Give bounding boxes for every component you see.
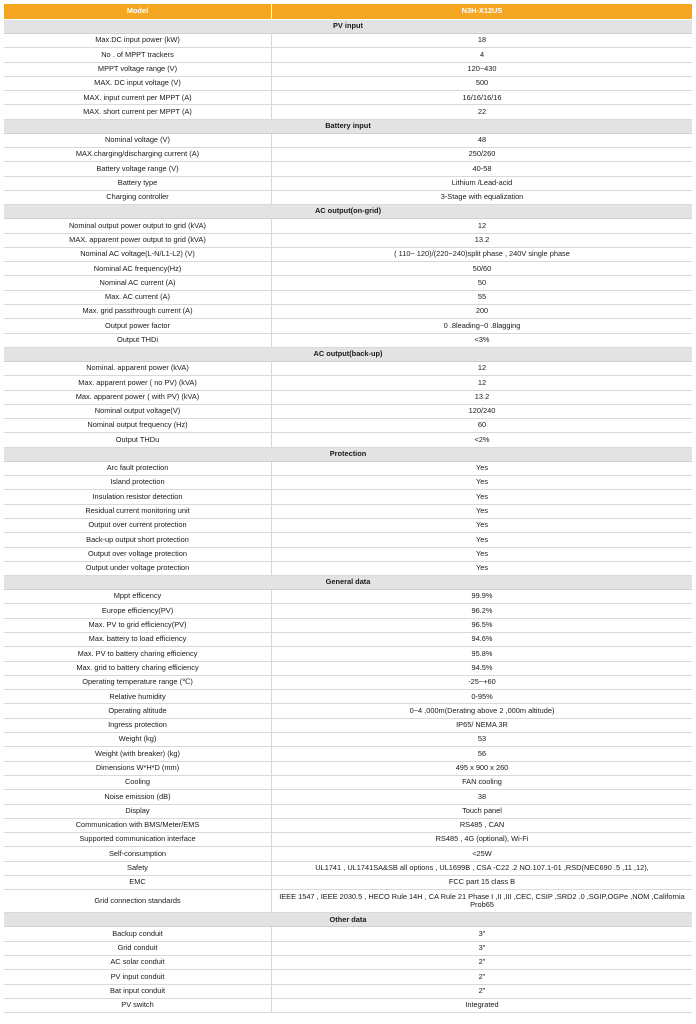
- section-header-row: [4, 20, 692, 34]
- table-row: [4, 847, 692, 861]
- spec-value: Yes: [272, 476, 693, 490]
- spec-label: Noise emission (dB): [4, 790, 272, 804]
- section-title: AC output(on-grid): [4, 205, 692, 219]
- table-row: [4, 476, 692, 490]
- spec-label: Arc fault protection: [4, 461, 272, 475]
- table-row: [4, 618, 692, 632]
- table-row: [4, 490, 692, 504]
- table-row: [4, 262, 692, 276]
- spec-label: MAX. short current per MPPT (A): [4, 105, 272, 119]
- spec-value: RS485 , CAN: [272, 818, 693, 832]
- spec-label: Communication with BMS/Meter/EMS: [4, 818, 272, 832]
- spec-label: Europe efficiency(PV): [4, 604, 272, 618]
- spec-label: Cooling: [4, 775, 272, 789]
- spec-label: Nominal voltage (V): [4, 133, 272, 147]
- spec-label: PV switch: [4, 998, 272, 1012]
- table-row: [4, 675, 692, 689]
- spec-value: ( 110~ 120)/(220~240)split phase , 240V single phase: [272, 247, 693, 261]
- spec-value: 16/16/16/16: [272, 91, 693, 105]
- spec-value: 500: [272, 76, 693, 90]
- spec-value: 13.2: [272, 233, 693, 247]
- spec-value: 99.9%: [272, 590, 693, 604]
- table-row: [4, 955, 692, 969]
- table-row: [4, 533, 692, 547]
- spec-label: Backup conduit: [4, 927, 272, 941]
- spec-value: Touch panel: [272, 804, 693, 818]
- section-title: AC output(back-up): [4, 347, 692, 361]
- spec-label: Nominal output power output to grid (kVA): [4, 219, 272, 233]
- spec-value: Integrated: [272, 998, 693, 1012]
- table-row: [4, 970, 692, 984]
- spec-value: 50: [272, 276, 693, 290]
- spec-value: 120/240: [272, 404, 693, 418]
- table-row: [4, 233, 692, 247]
- spec-value: 48: [272, 133, 693, 147]
- table-row: [4, 547, 692, 561]
- spec-label: Battery type: [4, 176, 272, 190]
- section-header-row: [4, 347, 692, 361]
- spec-label: MAX.charging/discharging current (A): [4, 148, 272, 162]
- spec-label: Max. grid to battery charing efficiency: [4, 661, 272, 675]
- table-row: [4, 590, 692, 604]
- spec-value: 60: [272, 419, 693, 433]
- table-row: [4, 984, 692, 998]
- table-row: [4, 76, 692, 90]
- spec-value: FCC part 15 class B: [272, 876, 693, 890]
- spec-table-body: [4, 4, 692, 1013]
- table-row: [4, 861, 692, 875]
- spec-label: MAX. DC input voltage (V): [4, 76, 272, 90]
- table-row: [4, 148, 692, 162]
- section-title: General data: [4, 576, 692, 590]
- spec-value: 12: [272, 219, 693, 233]
- table-row: [4, 461, 692, 475]
- spec-label: Nominal output frequency (Hz): [4, 419, 272, 433]
- spec-value: 22: [272, 105, 693, 119]
- table-row: [4, 105, 692, 119]
- spec-label: Max.DC input power (kW): [4, 34, 272, 48]
- table-row: [4, 176, 692, 190]
- spec-value: 12: [272, 361, 693, 375]
- spec-value: UL1741 , UL1741SA&SB all options , UL1699B , CSA -C22 .2 NO.107.1-01 ,RSD(NEC690 .5 ,11 ,12),: [272, 861, 693, 875]
- section-title: Protection: [4, 447, 692, 461]
- spec-value: IP65/ NEMA 3R: [272, 718, 693, 732]
- spec-label: Battery voltage range (V): [4, 162, 272, 176]
- table-row: [4, 718, 692, 732]
- model-value: N3H-X12US: [272, 4, 693, 20]
- spec-label: Nominal AC frequency(Hz): [4, 262, 272, 276]
- table-row: [4, 604, 692, 618]
- spec-label: Relative humidity: [4, 690, 272, 704]
- section-header-row: [4, 576, 692, 590]
- spec-label: Insulation resistor detection: [4, 490, 272, 504]
- table-row: [4, 833, 692, 847]
- spec-value: 250/260: [272, 148, 693, 162]
- table-row: [4, 518, 692, 532]
- table-row: [4, 761, 692, 775]
- spec-label: Grid conduit: [4, 941, 272, 955]
- spec-label: Supported communication interface: [4, 833, 272, 847]
- spec-value: 2": [272, 970, 693, 984]
- table-row: [4, 404, 692, 418]
- spec-value: 2": [272, 984, 693, 998]
- table-row: [4, 733, 692, 747]
- spec-label: Max. grid passthrough current (A): [4, 305, 272, 319]
- spec-label: EMC: [4, 876, 272, 890]
- spec-value: <2%: [272, 433, 693, 447]
- spec-label: MAX. apparent power output to grid (kVA): [4, 233, 272, 247]
- table-row: [4, 190, 692, 204]
- spec-label: Max. PV to grid efficiency(PV): [4, 618, 272, 632]
- spec-label: Output THDu: [4, 433, 272, 447]
- spec-label: MPPT voltage range (V): [4, 62, 272, 76]
- table-row: [4, 319, 692, 333]
- section-title: Other data: [4, 913, 692, 927]
- model-label: Model: [4, 4, 272, 20]
- spec-value: 120~430: [272, 62, 693, 76]
- spec-value: FAN cooling: [272, 775, 693, 789]
- table-row: [4, 48, 692, 62]
- section-header-row: [4, 913, 692, 927]
- spec-value: <25W: [272, 847, 693, 861]
- table-row: [4, 290, 692, 304]
- table-row: [4, 433, 692, 447]
- table-row: [4, 361, 692, 375]
- spec-value: Yes: [272, 461, 693, 475]
- table-row: [4, 818, 692, 832]
- spec-value: 12: [272, 376, 693, 390]
- table-row: [4, 804, 692, 818]
- spec-label: Mppt efficency: [4, 590, 272, 604]
- spec-value: Yes: [272, 518, 693, 532]
- spec-label: Ingress protection: [4, 718, 272, 732]
- spec-label: Nominal output voltage(V): [4, 404, 272, 418]
- table-row: [4, 661, 692, 675]
- spec-label: Charging controller: [4, 190, 272, 204]
- table-row: [4, 941, 692, 955]
- table-row: [4, 790, 692, 804]
- table-row: [4, 927, 692, 941]
- table-row: [4, 162, 692, 176]
- spec-value: -25~+60: [272, 675, 693, 689]
- spec-value: 94.6%: [272, 632, 693, 646]
- spec-value: 50/60: [272, 262, 693, 276]
- spec-value: 13.2: [272, 390, 693, 404]
- table-row: [4, 34, 692, 48]
- section-header-row: [4, 119, 692, 133]
- spec-value: 200: [272, 305, 693, 319]
- spec-label: Output under voltage protection: [4, 561, 272, 575]
- section-title: PV input: [4, 20, 692, 34]
- table-row: [4, 690, 692, 704]
- table-row: [4, 747, 692, 761]
- spec-value: 4: [272, 48, 693, 62]
- spec-label: Grid connection standards: [4, 890, 272, 913]
- spec-label: Max. PV to battery charing efficiency: [4, 647, 272, 661]
- spec-label: Nominal AC current (A): [4, 276, 272, 290]
- spec-value: 3": [272, 927, 693, 941]
- spec-label: Residual current monitoring unit: [4, 504, 272, 518]
- spec-table: [4, 4, 692, 1013]
- table-row: [4, 333, 692, 347]
- spec-value: 3": [272, 941, 693, 955]
- spec-label: Dimensions W*H*D (mm): [4, 761, 272, 775]
- section-header-row: [4, 205, 692, 219]
- spec-label: PV input conduit: [4, 970, 272, 984]
- spec-label: Self-consumption: [4, 847, 272, 861]
- spec-value: 55: [272, 290, 693, 304]
- spec-value: 95.8%: [272, 647, 693, 661]
- spec-value: 0-95%: [272, 690, 693, 704]
- spec-label: Output THDi: [4, 333, 272, 347]
- spec-label: Operating temperature range (℃): [4, 675, 272, 689]
- table-row: [4, 647, 692, 661]
- spec-label: No . of MPPT trackers: [4, 48, 272, 62]
- table-row: [4, 998, 692, 1012]
- table-row: [4, 632, 692, 646]
- spec-label: Max. battery to load efficiency: [4, 632, 272, 646]
- spec-label: Operating altitude: [4, 704, 272, 718]
- table-row: [4, 704, 692, 718]
- spec-value: Yes: [272, 504, 693, 518]
- spec-label: Output power factor: [4, 319, 272, 333]
- section-title: Battery input: [4, 119, 692, 133]
- spec-value: Yes: [272, 533, 693, 547]
- spec-label: MAX. input current per MPPT (A): [4, 91, 272, 105]
- spec-label: AC solar conduit: [4, 955, 272, 969]
- spec-value: 94.5%: [272, 661, 693, 675]
- table-row: [4, 561, 692, 575]
- spec-label: Nominal AC voltage(L-N/L1-L2) (V): [4, 247, 272, 261]
- spec-label: Output over current protection: [4, 518, 272, 532]
- table-row: [4, 775, 692, 789]
- table-row: [4, 133, 692, 147]
- table-row: [4, 390, 692, 404]
- spec-label: Weight (kg): [4, 733, 272, 747]
- table-row: [4, 247, 692, 261]
- spec-value: RS485 , 4G (optional), Wi-Fi: [272, 833, 693, 847]
- spec-value: IEEE 1547 , IEEE 2030.5 , HECO Rule 14H , CA Rule 21 Phase I ,II ,III ,CEC, CSIP ,SRD2 .0 ,SGIP,OGPe ,NOM ,California Prob65: [272, 890, 693, 913]
- spec-label: Island protection: [4, 476, 272, 490]
- spec-value: 56: [272, 747, 693, 761]
- spec-label: Nominal. apparent power (kVA): [4, 361, 272, 375]
- spec-value: 96.2%: [272, 604, 693, 618]
- table-row: [4, 91, 692, 105]
- spec-value: <3%: [272, 333, 693, 347]
- spec-value: 495 x 900 x 260: [272, 761, 693, 775]
- spec-label: Output over voltage protection: [4, 547, 272, 561]
- spec-label: Weight (with breaker) (kg): [4, 747, 272, 761]
- table-row: [4, 890, 692, 913]
- spec-label: Max. apparent power ( no PV) (kVA): [4, 376, 272, 390]
- spec-value: 2": [272, 955, 693, 969]
- spec-value: 53: [272, 733, 693, 747]
- spec-value: Lithium /Lead-acid: [272, 176, 693, 190]
- spec-value: 0~4 ,000m(Derating above 2 ,000m altitude): [272, 704, 693, 718]
- spec-value: 18: [272, 34, 693, 48]
- table-row: [4, 376, 692, 390]
- spec-value: 0 .8leading~0 .8lagging: [272, 319, 693, 333]
- table-row: [4, 419, 692, 433]
- spec-label: Display: [4, 804, 272, 818]
- spec-label: Bat input conduit: [4, 984, 272, 998]
- spec-label: Back-up output short protection: [4, 533, 272, 547]
- table-row: [4, 219, 692, 233]
- table-row: [4, 305, 692, 319]
- spec-label: Safety: [4, 861, 272, 875]
- table-row: [4, 876, 692, 890]
- table-row: [4, 276, 692, 290]
- spec-value: Yes: [272, 561, 693, 575]
- table-row: [4, 504, 692, 518]
- spec-label: Max. apparent power ( with PV) (kVA): [4, 390, 272, 404]
- spec-value: Yes: [272, 490, 693, 504]
- spec-value: 38: [272, 790, 693, 804]
- spec-value: Yes: [272, 547, 693, 561]
- section-header-row: [4, 447, 692, 461]
- spec-value: 3-Stage with equalization: [272, 190, 693, 204]
- spec-value: 96.5%: [272, 618, 693, 632]
- table-row: [4, 62, 692, 76]
- spec-label: Max. AC current (A): [4, 290, 272, 304]
- table-header-row: [4, 4, 692, 20]
- spec-value: 40-58: [272, 162, 693, 176]
